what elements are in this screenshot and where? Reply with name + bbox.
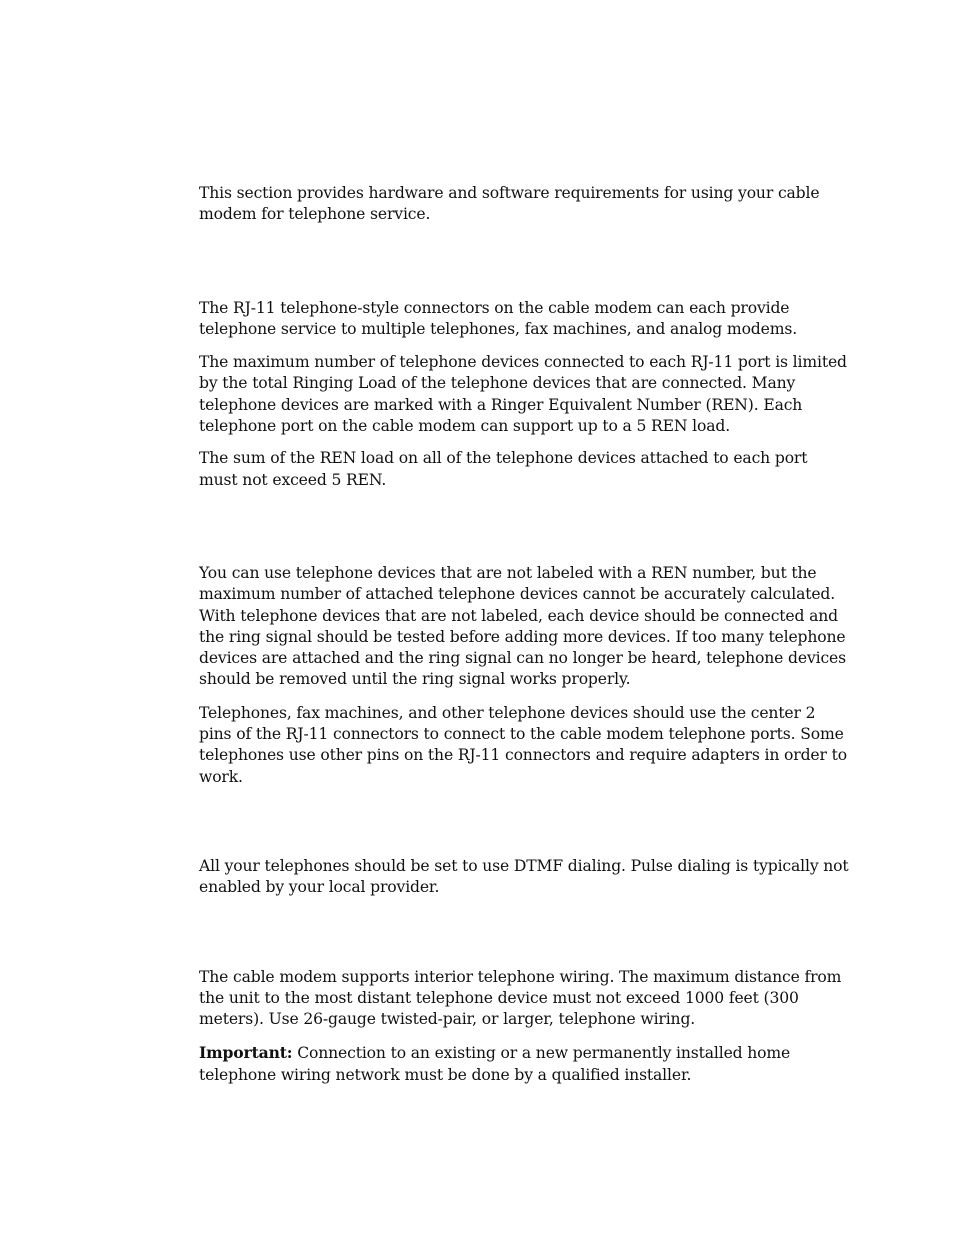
dialing-section xyxy=(199,856,849,899)
ren-paragraph-3: The sum of the REN load on all of the telephone devices attached to each port must not exceed 5 REN. xyxy=(199,449,808,489)
document-page xyxy=(199,183,849,1086)
ren-paragraph-1: The RJ-11 telephone-style connectors on the cable modem can each provide telephone service to multiple telephones, fax machines, and analog modems. xyxy=(199,298,798,338)
important-text: Connection to an existing or a new permanently installed home telephone wiring network must be done by a qualified installer. xyxy=(199,1044,791,1084)
ren-section xyxy=(199,298,849,491)
intro-paragraph: This section provides hardware and software requirements for using your cable modem for telephone service. xyxy=(199,184,820,224)
wiring-paragraph: The cable modem supports interior telephone wiring. The maximum distance from the unit to the most distant telephone device must not exceed 1000 feet (300 meters). Use 26-gauge twisted-pair, or larger, telephone wiring. xyxy=(199,967,842,1029)
wiring-section xyxy=(199,967,849,1086)
important-note xyxy=(199,1042,849,1086)
unlabeled-paragraph-2: Telephones, fax machines, and other telephone devices should use the center 2 pins of the RJ-11 connectors to connect to the cable modem telephone ports. Some telephones use other pins on the RJ-11 connectors and require adapters in order to work. xyxy=(199,703,847,786)
unlabeled-devices-section xyxy=(199,563,849,788)
unlabeled-paragraph-1: You can use telephone devices that are not labeled with a REN number, but the maximum number of attached telephone devices cannot be accurately calculated. With telephone devices that are not labeled, each device should be connected and the ring signal should be tested before adding more devices. If too many telephone devices are attached and the ring signal can no longer be heard, telephone devices should be removed until the ring signal works properly. xyxy=(199,563,846,689)
important-label: Important: xyxy=(199,1043,293,1063)
ren-paragraph-2: The maximum number of telephone devices connected to each RJ-11 port is limited by the total Ringing Load of the telephone devices that are connected. Many telephone devices are marked with a Ringer Equivalent Number (REN). Each telephone port on the cable modem can support up to a 5 REN load. xyxy=(199,353,847,436)
dialing-paragraph: All your telephones should be set to use DTMF dialing. Pulse dialing is typically not enabled by your local provider. xyxy=(199,856,849,897)
